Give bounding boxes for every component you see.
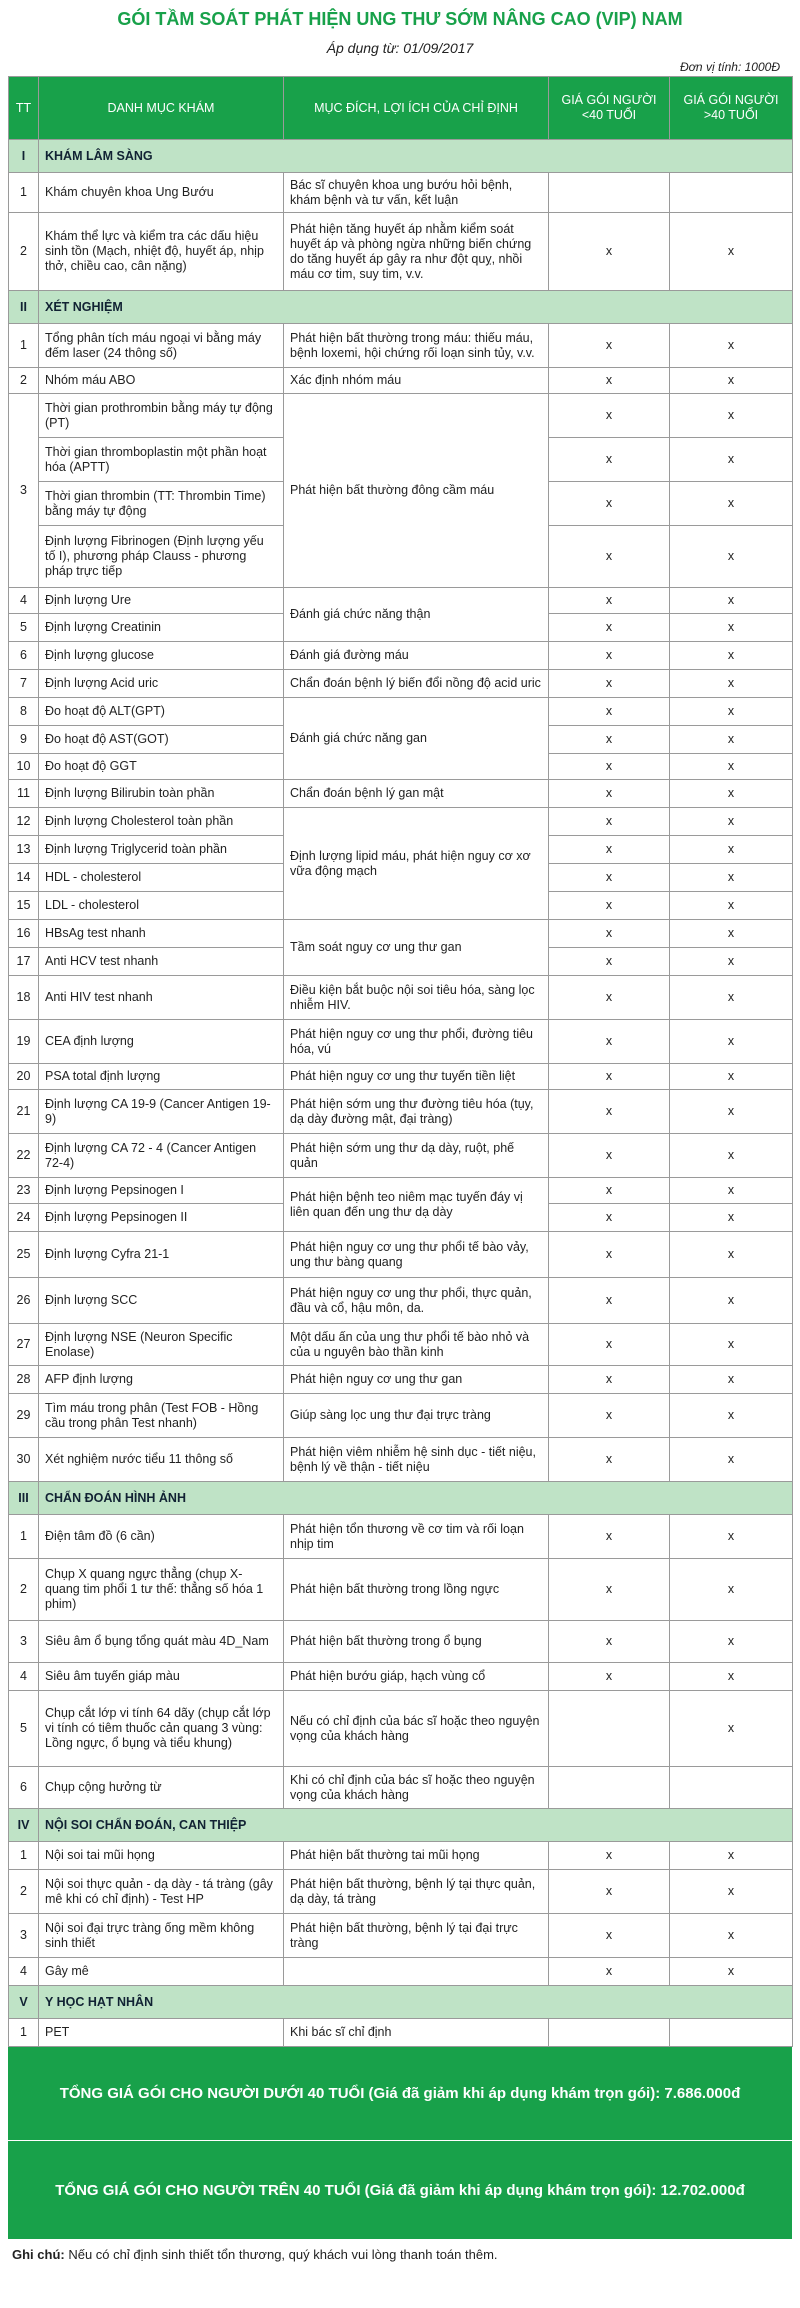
row-name: Đo hoạt độ GGT <box>39 754 284 780</box>
row-mark-under40: x <box>549 836 670 864</box>
row-name: Định lượng Fibrinogen (Định lượng yếu tố I), phương pháp Clauss - phương pháp trực tiếp <box>39 526 284 588</box>
row-mark-under40: x <box>549 1621 670 1663</box>
row-purpose: Phát hiện tổn thương về cơ tim và rối loạn nhịp tim <box>284 1515 549 1559</box>
row-name: Khám chuyên khoa Ung Bướu <box>39 173 284 213</box>
row-purpose: Đánh giá chức năng gan <box>284 698 549 780</box>
row-mark-over40: x <box>670 1178 793 1204</box>
row-name: Nội soi tai mũi họng <box>39 1842 284 1870</box>
table-row <box>9 976 793 1020</box>
row-tt: 26 <box>9 1278 39 1324</box>
row-mark-over40: x <box>670 1691 793 1767</box>
row-mark-under40: x <box>549 213 670 291</box>
row-mark-under40 <box>549 2019 670 2047</box>
row-mark-over40: x <box>670 368 793 394</box>
row-purpose: Phát hiện bất thường, bệnh lý tại đại trực tràng <box>284 1914 549 1958</box>
row-name: Chụp cắt lớp vi tính 64 dãy (chụp cắt lớp vi tính có tiêm thuốc cản quang 3 vùng: Lồng ngực, ổ bụng và tiểu khung) <box>39 1691 284 1767</box>
section-num: II <box>9 291 39 324</box>
footnote-label: Ghi chú: <box>12 2247 65 2262</box>
row-tt: 12 <box>9 808 39 836</box>
table-row <box>9 1134 793 1178</box>
row-purpose: Phát hiện sớm ung thư dạ dày, ruột, phế quản <box>284 1134 549 1178</box>
row-purpose: Nếu có chỉ định của bác sĩ hoặc theo nguyện vọng của khách hàng <box>284 1691 549 1767</box>
row-mark-under40: x <box>549 1178 670 1204</box>
row-mark-over40: x <box>670 1366 793 1394</box>
row-name: Siêu âm tuyến giáp màu <box>39 1663 284 1691</box>
row-name: Đo hoạt độ AST(GOT) <box>39 726 284 754</box>
row-name: PSA total định lượng <box>39 1064 284 1090</box>
row-name: Khám thể lực và kiểm tra các dấu hiệu sinh tồn (Mạch, nhiệt độ, huyết áp, nhịp thở, chiều cao, cân nặng) <box>39 213 284 291</box>
row-purpose: Phát hiện tăng huyết áp nhằm kiểm soát huyết áp và phòng ngừa những biến chứng do tăng huyết áp gây ra như đột quỵ, nhồi máu cơ tim, suy tim, v.v. <box>284 213 549 291</box>
row-purpose: Chẩn đoán bệnh lý gan mật <box>284 780 549 808</box>
row-tt: 6 <box>9 642 39 670</box>
row-mark-under40: x <box>549 1914 670 1958</box>
row-purpose: Phát hiện bất thường tai mũi họng <box>284 1842 549 1870</box>
row-mark-under40 <box>549 173 670 213</box>
row-tt: 11 <box>9 780 39 808</box>
section-row <box>9 140 793 173</box>
row-tt: 22 <box>9 1134 39 1178</box>
row-purpose <box>284 1958 549 1986</box>
row-name: Tìm máu trong phân (Test FOB - Hồng cầu trong phân Test nhanh) <box>39 1394 284 1438</box>
table-row <box>9 173 793 213</box>
row-mark-under40: x <box>549 1090 670 1134</box>
row-purpose: Khi bác sĩ chỉ định <box>284 2019 549 2047</box>
row-name: PET <box>39 2019 284 2047</box>
table-row <box>9 1020 793 1064</box>
row-tt: 1 <box>9 173 39 213</box>
row-name: Đo hoạt độ ALT(GPT) <box>39 698 284 726</box>
row-purpose: Khi có chỉ định của bác sĩ hoặc theo nguyện vọng của khách hàng <box>284 1767 549 1809</box>
row-mark-over40: x <box>670 920 793 948</box>
total-over-40: TỔNG GIÁ GÓI CHO NGƯỜI TRÊN 40 TUỔI (Giá đã giảm khi áp dụng khám trọn gói): 12.702.000đ <box>8 2141 792 2239</box>
table-header-row <box>9 77 793 140</box>
row-mark-over40: x <box>670 1663 793 1691</box>
row-mark-over40: x <box>670 1204 793 1232</box>
row-mark-under40: x <box>549 1020 670 1064</box>
row-mark-under40: x <box>549 808 670 836</box>
row-mark-under40: x <box>549 642 670 670</box>
row-name: Tổng phân tích máu ngoại vi bằng máy đếm laser (24 thông số) <box>39 324 284 368</box>
table-row <box>9 1438 793 1482</box>
table-row <box>9 1232 793 1278</box>
row-purpose: Phát hiện bất thường trong lồng ngực <box>284 1559 549 1621</box>
row-tt: 9 <box>9 726 39 754</box>
row-mark-under40: x <box>549 698 670 726</box>
section-num: V <box>9 1986 39 2019</box>
row-mark-over40: x <box>670 892 793 920</box>
table-row <box>9 1064 793 1090</box>
row-tt: 1 <box>9 2019 39 2047</box>
row-mark-under40 <box>549 1691 670 1767</box>
row-name: Định lượng NSE (Neuron Specific Enolase) <box>39 1324 284 1366</box>
row-tt: 3 <box>9 394 39 588</box>
row-mark-under40: x <box>549 948 670 976</box>
table-row <box>9 1663 793 1691</box>
table-row <box>9 1090 793 1134</box>
section-label: NỘI SOI CHẨN ĐOÁN, CAN THIỆP <box>39 1809 793 1842</box>
row-tt: 14 <box>9 864 39 892</box>
row-mark-under40: x <box>549 438 670 482</box>
row-mark-over40: x <box>670 1134 793 1178</box>
row-mark-under40: x <box>549 976 670 1020</box>
row-name: Thời gian prothrombin bằng máy tự động (PT) <box>39 394 284 438</box>
row-mark-under40: x <box>549 780 670 808</box>
section-num: IV <box>9 1809 39 1842</box>
row-mark-over40: x <box>670 808 793 836</box>
row-purpose: Bác sĩ chuyên khoa ung bướu hỏi bệnh, khám bệnh và tư vấn, kết luận <box>284 173 549 213</box>
table-row <box>9 1767 793 1809</box>
row-purpose: Phát hiện nguy cơ ung thư phổi, thực quản, đầu và cổ, hậu môn, da. <box>284 1278 549 1324</box>
table-row <box>9 1958 793 1986</box>
row-name: Định lượng Acid uric <box>39 670 284 698</box>
unit-note: Đơn vị tính: 1000Đ <box>680 60 780 74</box>
table-row <box>9 1621 793 1663</box>
row-name: Định lượng Ure <box>39 588 284 614</box>
row-purpose: Điều kiện bắt buộc nội soi tiêu hóa, sàng lọc nhiễm HIV. <box>284 976 549 1020</box>
row-mark-over40: x <box>670 526 793 588</box>
section-row <box>9 1809 793 1842</box>
row-name: Thời gian thrombin (TT: Thrombin Time) bằng máy tự động <box>39 482 284 526</box>
section-row <box>9 291 793 324</box>
row-mark-under40: x <box>549 920 670 948</box>
col-header-muc-dich: MỤC ĐÍCH, LỢI ÍCH CỦA CHỈ ĐỊNH <box>284 77 549 140</box>
row-tt: 5 <box>9 614 39 642</box>
row-mark-over40: x <box>670 614 793 642</box>
row-tt: 4 <box>9 1958 39 1986</box>
table-row <box>9 1324 793 1366</box>
row-mark-under40: x <box>549 1204 670 1232</box>
totals-block <box>8 2047 792 2239</box>
table-row <box>9 642 793 670</box>
row-name: Định lượng Pepsinogen II <box>39 1204 284 1232</box>
row-purpose: Định lượng lipid máu, phát hiện nguy cơ xơ vữa động mạch <box>284 808 549 920</box>
row-mark-over40: x <box>670 836 793 864</box>
col-header-gia-duoi-40: GIÁ GÓI NGƯỜI <40 TUỔI <box>549 77 670 140</box>
row-mark-under40: x <box>549 1232 670 1278</box>
table-row <box>9 920 793 948</box>
row-mark-under40: x <box>549 394 670 438</box>
row-purpose: Phát hiện bất thường, bệnh lý tại thực quản, dạ dày, tá tràng <box>284 1870 549 1914</box>
row-mark-over40: x <box>670 1020 793 1064</box>
row-tt: 1 <box>9 1842 39 1870</box>
table-row <box>9 394 793 438</box>
row-mark-under40: x <box>549 892 670 920</box>
row-mark-under40: x <box>549 1842 670 1870</box>
row-mark-under40: x <box>549 588 670 614</box>
row-name: Định lượng Cyfra 21-1 <box>39 1232 284 1278</box>
row-tt: 29 <box>9 1394 39 1438</box>
row-mark-over40: x <box>670 1914 793 1958</box>
row-mark-under40: x <box>549 1438 670 1482</box>
row-name: Định lượng Pepsinogen I <box>39 1178 284 1204</box>
row-purpose: Phát hiện bất thường trong ổ bụng <box>284 1621 549 1663</box>
row-name: Nhóm máu ABO <box>39 368 284 394</box>
table-row <box>9 698 793 726</box>
row-tt: 24 <box>9 1204 39 1232</box>
table-row <box>9 368 793 394</box>
row-name: Định lượng Bilirubin toàn phần <box>39 780 284 808</box>
section-num: I <box>9 140 39 173</box>
row-purpose: Giúp sàng lọc ung thư đại trực tràng <box>284 1394 549 1438</box>
table-row <box>9 588 793 614</box>
row-name: HBsAg test nhanh <box>39 920 284 948</box>
row-purpose: Phát hiện bướu giáp, hạch vùng cổ <box>284 1663 549 1691</box>
row-mark-over40: x <box>670 1090 793 1134</box>
row-tt: 28 <box>9 1366 39 1394</box>
row-name: Chụp cộng hưởng từ <box>39 1767 284 1809</box>
effective-date: Áp dụng từ: 01/09/2017 <box>326 40 474 56</box>
row-name: Siêu âm ổ bụng tổng quát màu 4D_Nam <box>39 1621 284 1663</box>
col-header-tt: TT <box>9 77 39 140</box>
table-row <box>9 1515 793 1559</box>
table-row <box>9 1366 793 1394</box>
row-mark-under40: x <box>549 324 670 368</box>
row-mark-under40: x <box>549 1366 670 1394</box>
row-name: Định lượng Cholesterol toàn phần <box>39 808 284 836</box>
row-mark-under40: x <box>549 1064 670 1090</box>
row-tt: 2 <box>9 1870 39 1914</box>
row-mark-under40: x <box>549 614 670 642</box>
table-row <box>9 213 793 291</box>
row-name: Gây mê <box>39 1958 284 1986</box>
row-purpose: Phát hiện bất thường đông cầm máu <box>284 394 549 588</box>
row-mark-over40: x <box>670 754 793 780</box>
row-mark-under40: x <box>549 526 670 588</box>
row-name: HDL - cholesterol <box>39 864 284 892</box>
section-label: Y HỌC HẠT NHÂN <box>39 1986 793 2019</box>
col-header-danh-muc: DANH MỤC KHÁM <box>39 77 284 140</box>
package-table <box>8 76 793 2047</box>
table-row <box>9 780 793 808</box>
row-mark-over40: x <box>670 1064 793 1090</box>
row-mark-over40: x <box>670 1958 793 1986</box>
row-name: Anti HIV test nhanh <box>39 976 284 1020</box>
row-tt: 21 <box>9 1090 39 1134</box>
footnote <box>8 2239 792 2262</box>
row-purpose: Phát hiện nguy cơ ung thư gan <box>284 1366 549 1394</box>
row-mark-over40: x <box>670 726 793 754</box>
table-row <box>9 1914 793 1958</box>
row-name: Nội soi thực quản - dạ dày - tá tràng (gây mê khi có chỉ định) - Test HP <box>39 1870 284 1914</box>
row-mark-over40: x <box>670 976 793 1020</box>
row-mark-under40: x <box>549 482 670 526</box>
row-mark-over40 <box>670 1767 793 1809</box>
row-mark-over40: x <box>670 1559 793 1621</box>
row-purpose: Phát hiện nguy cơ ung thư phổi tế bào vảy, ung thư bàng quang <box>284 1232 549 1278</box>
table-row <box>9 2019 793 2047</box>
row-tt: 16 <box>9 920 39 948</box>
row-mark-over40: x <box>670 1842 793 1870</box>
row-tt: 7 <box>9 670 39 698</box>
row-name: Định lượng SCC <box>39 1278 284 1324</box>
row-mark-over40: x <box>670 1870 793 1914</box>
section-label: XÉT NGHIỆM <box>39 291 793 324</box>
row-mark-under40: x <box>549 368 670 394</box>
row-tt: 6 <box>9 1767 39 1809</box>
row-tt: 30 <box>9 1438 39 1482</box>
page-title: GÓI TẦM SOÁT PHÁT HIỆN UNG THƯ SỚM NÂNG CAO (VIP) NAM <box>117 9 683 29</box>
row-mark-over40: x <box>670 1324 793 1366</box>
row-mark-over40: x <box>670 1438 793 1482</box>
row-tt: 13 <box>9 836 39 864</box>
row-name: Định lượng glucose <box>39 642 284 670</box>
row-mark-over40: x <box>670 642 793 670</box>
row-mark-under40 <box>549 1767 670 1809</box>
row-tt: 23 <box>9 1178 39 1204</box>
table-row <box>9 1178 793 1204</box>
row-mark-over40: x <box>670 482 793 526</box>
row-name: Định lượng Triglycerid toàn phần <box>39 836 284 864</box>
row-purpose: Tầm soát nguy cơ ung thư gan <box>284 920 549 976</box>
row-name: Định lượng CA 72 - 4 (Cancer Antigen 72-4) <box>39 1134 284 1178</box>
table-row <box>9 1691 793 1767</box>
row-tt: 5 <box>9 1691 39 1767</box>
row-tt: 18 <box>9 976 39 1020</box>
row-mark-over40 <box>670 2019 793 2047</box>
row-mark-under40: x <box>549 754 670 780</box>
row-name: Anti HCV test nhanh <box>39 948 284 976</box>
row-mark-under40: x <box>549 1324 670 1366</box>
row-mark-over40: x <box>670 438 793 482</box>
row-name: AFP định lượng <box>39 1366 284 1394</box>
row-tt: 4 <box>9 1663 39 1691</box>
table-row <box>9 670 793 698</box>
row-mark-over40: x <box>670 1232 793 1278</box>
row-tt: 19 <box>9 1020 39 1064</box>
row-tt: 20 <box>9 1064 39 1090</box>
row-tt: 4 <box>9 588 39 614</box>
row-purpose: Phát hiện nguy cơ ung thư phổi, đường tiêu hóa, vú <box>284 1020 549 1064</box>
row-purpose: Đánh giá đường máu <box>284 642 549 670</box>
row-mark-over40: x <box>670 213 793 291</box>
row-tt: 3 <box>9 1621 39 1663</box>
row-tt: 1 <box>9 324 39 368</box>
row-tt: 27 <box>9 1324 39 1366</box>
row-tt: 1 <box>9 1515 39 1559</box>
row-name: Nội soi đại trực tràng ống mềm không sinh thiết <box>39 1914 284 1958</box>
row-name: CEA định lượng <box>39 1020 284 1064</box>
row-tt: 3 <box>9 1914 39 1958</box>
row-purpose: Một dấu ấn của ung thư phổi tế bào nhỏ và của u nguyên bào thần kinh <box>284 1324 549 1366</box>
row-mark-under40: x <box>549 1394 670 1438</box>
row-mark-over40: x <box>670 698 793 726</box>
row-name: Định lượng Creatinin <box>39 614 284 642</box>
row-purpose: Phát hiện bệnh teo niêm mạc tuyến đáy vị liên quan đến ung thư dạ dày <box>284 1178 549 1232</box>
section-num: III <box>9 1482 39 1515</box>
row-mark-under40: x <box>549 670 670 698</box>
row-mark-under40: x <box>549 864 670 892</box>
row-mark-over40: x <box>670 588 793 614</box>
row-mark-under40: x <box>549 1870 670 1914</box>
footnote-text: Nếu có chỉ định sinh thiết tổn thương, quý khách vui lòng thanh toán thêm. <box>68 2247 498 2262</box>
row-tt: 8 <box>9 698 39 726</box>
total-under-40: TỔNG GIÁ GÓI CHO NGƯỜI DƯỚI 40 TUỔI (Giá đã giảm khi áp dụng khám trọn gói): 7.686.000đ <box>8 2047 792 2141</box>
row-mark-under40: x <box>549 1515 670 1559</box>
row-tt: 10 <box>9 754 39 780</box>
section-label: KHÁM LÂM SÀNG <box>39 140 793 173</box>
row-mark-over40: x <box>670 864 793 892</box>
row-tt: 2 <box>9 213 39 291</box>
table-row <box>9 1842 793 1870</box>
table-row <box>9 808 793 836</box>
row-purpose: Phát hiện sớm ung thư đường tiêu hóa (tụy, dạ dày đường mật, đại tràng) <box>284 1090 549 1134</box>
row-mark-under40: x <box>549 1134 670 1178</box>
row-purpose: Phát hiện bất thường trong máu: thiếu máu, bệnh loxemi, hội chứng rối loạn sinh tủy, v.v. <box>284 324 549 368</box>
row-purpose: Phát hiện viêm nhiễm hệ sinh dục - tiết niệu, bệnh lý về thận - tiết niệu <box>284 1438 549 1482</box>
row-mark-over40: x <box>670 1394 793 1438</box>
table-row <box>9 1559 793 1621</box>
row-mark-under40: x <box>549 1958 670 1986</box>
row-name: LDL - cholesterol <box>39 892 284 920</box>
row-mark-under40: x <box>549 1278 670 1324</box>
row-mark-over40: x <box>670 1621 793 1663</box>
col-header-gia-tren-40: GIÁ GÓI NGƯỜI >40 TUỔI <box>670 77 793 140</box>
row-purpose: Xác định nhóm máu <box>284 368 549 394</box>
row-name: Xét nghiệm nước tiểu 11 thông số <box>39 1438 284 1482</box>
table-row <box>9 324 793 368</box>
row-tt: 15 <box>9 892 39 920</box>
row-mark-under40: x <box>549 726 670 754</box>
row-tt: 2 <box>9 368 39 394</box>
section-label: CHẨN ĐOÁN HÌNH ẢNH <box>39 1482 793 1515</box>
section-row <box>9 1986 793 2019</box>
row-mark-over40 <box>670 173 793 213</box>
row-purpose: Phát hiện nguy cơ ung thư tuyến tiền liệt <box>284 1064 549 1090</box>
row-mark-over40: x <box>670 1515 793 1559</box>
row-mark-over40: x <box>670 780 793 808</box>
row-name: Định lượng CA 19-9 (Cancer Antigen 19-9) <box>39 1090 284 1134</box>
row-mark-over40: x <box>670 948 793 976</box>
table-row <box>9 1870 793 1914</box>
row-mark-under40: x <box>549 1559 670 1621</box>
table-row <box>9 1278 793 1324</box>
row-purpose: Chẩn đoán bệnh lý biến đổi nồng độ acid uric <box>284 670 549 698</box>
row-name: Thời gian thromboplastin một phần hoạt hóa (APTT) <box>39 438 284 482</box>
section-row <box>9 1482 793 1515</box>
row-mark-over40: x <box>670 670 793 698</box>
row-tt: 2 <box>9 1559 39 1621</box>
row-mark-under40: x <box>549 1663 670 1691</box>
row-purpose: Đánh giá chức năng thận <box>284 588 549 642</box>
row-mark-over40: x <box>670 394 793 438</box>
row-name: Chụp X quang ngực thẳng (chụp X-quang tim phổi 1 tư thế: thẳng số hóa 1 phim) <box>39 1559 284 1621</box>
row-tt: 25 <box>9 1232 39 1278</box>
table-row <box>9 1394 793 1438</box>
row-tt: 17 <box>9 948 39 976</box>
row-mark-over40: x <box>670 324 793 368</box>
row-mark-over40: x <box>670 1278 793 1324</box>
row-name: Điện tâm đồ (6 cần) <box>39 1515 284 1559</box>
